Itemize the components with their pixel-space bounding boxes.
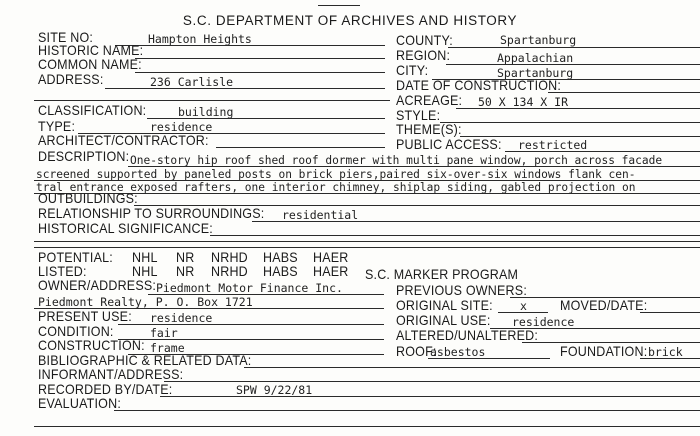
altered-line: [522, 342, 700, 343]
roof-label: ROOF:: [396, 343, 437, 360]
condition-line: [118, 339, 384, 340]
classification-line: [147, 118, 385, 119]
potential-nrhd: NRHD: [211, 249, 248, 266]
foundation-line: [640, 358, 700, 359]
historic-name-label: HISTORIC NAME:: [38, 42, 144, 59]
county-value: Spartanburg: [500, 33, 577, 47]
relationship-label: RELATIONSHIP TO SURROUNDINGS:: [38, 205, 265, 222]
original-use-label: ORIGINAL USE:: [396, 312, 491, 329]
site-no-value: Hampton Heights: [148, 32, 252, 46]
public-access-label: PUBLIC ACCESS:: [396, 136, 502, 153]
historical-significance-line: [210, 235, 700, 236]
original-site-label: ORIGINAL SITE:: [396, 297, 493, 314]
bibliographic-label: BIBLIOGRAPHIC & RELATED DATA:: [38, 352, 252, 369]
region-label: REGION:: [396, 47, 451, 64]
potential-nhl: NHL: [132, 249, 158, 266]
listed-nrhd: NRHD: [211, 263, 248, 280]
acreage-line: [456, 108, 700, 109]
county-line: [448, 47, 700, 48]
owner-address-value: Piedmont Motor Finance Inc.: [156, 281, 343, 295]
bibliographic-line: [244, 367, 700, 368]
listed-label: LISTED:: [38, 263, 87, 280]
construction-value: frame: [150, 341, 185, 355]
date-of-construction-line: [548, 92, 700, 93]
informant-line: [164, 381, 700, 382]
potential-haer: HAER: [313, 249, 349, 266]
section-rule-1: [34, 100, 390, 101]
public-access-value: restricted: [518, 138, 588, 152]
listed-nhl: NHL: [132, 263, 158, 280]
potential-label: POTENTIAL:: [38, 249, 113, 266]
recorded-by-value: SPW 9/22/81: [236, 383, 313, 397]
roof-value: asbestos: [430, 345, 486, 359]
city-label: CITY:: [396, 62, 429, 79]
listed-nr: NR: [176, 263, 195, 280]
classification-value: building: [178, 105, 234, 119]
county-label: COUNTY:: [396, 32, 453, 49]
outbuildings-label: OUTBUILDINGS:: [38, 190, 138, 207]
architect-label: ARCHITECT/CONTRACTOR:: [38, 132, 209, 149]
evaluation-label: EVALUATION:: [38, 395, 122, 412]
region-value: Appalachian: [497, 51, 574, 65]
date-of-construction-label: DATE OF CONSTRUCTION:: [396, 77, 562, 94]
public-access-line: [505, 151, 700, 152]
sc-marker-program: S.C. MARKER PROGRAM: [365, 266, 519, 283]
construction-label: CONSTRUCTION:: [38, 337, 145, 354]
city-value: Spartanburg: [497, 66, 574, 80]
owner-address-label: OWNER/ADDRESS:: [38, 277, 157, 294]
potential-nr: NR: [176, 249, 195, 266]
original-site-value: x: [520, 299, 527, 313]
site-no-label: SITE NO:: [38, 29, 94, 46]
classification-label: CLASSIFICATION:: [38, 102, 147, 119]
original-use-value: residence: [512, 315, 575, 329]
description-line-1: One-story hip roof shed roof dormer with multi pane window, porch across facade: [130, 154, 663, 167]
foundation-label: FOUNDATION:: [560, 343, 648, 360]
historical-significance-line-2: [34, 241, 700, 242]
description-line-2: screened supported by paneled posts on brick piers,paired six-over-six windows flank cen-: [36, 168, 636, 181]
present-use-label: PRESENT USE:: [38, 308, 132, 325]
relationship-value: residential: [282, 208, 359, 222]
site-no-line: [115, 45, 385, 46]
evaluation-line-2: [34, 426, 700, 427]
description-line-3: tral entrance exposed rafters, one interior chimney, shiplap siding, gabled projection on: [36, 181, 636, 194]
condition-value: fair: [150, 326, 178, 340]
listed-haer: HAER: [313, 263, 349, 280]
historic-name-line: [135, 58, 385, 59]
relationship-line: [252, 221, 700, 222]
owner-address-value-2: Piedmont Realty, P. O. Box 1721: [38, 295, 253, 309]
historical-significance-label: HISTORICAL SIGNIFICANCE:: [38, 220, 213, 237]
description-underline-1: [128, 166, 700, 167]
style-label: STYLE:: [396, 107, 441, 124]
address-value: 236 Carlisle: [150, 75, 234, 89]
description-label: DESCRIPTION:: [38, 148, 130, 165]
common-name-line: [135, 72, 385, 73]
type-value: residence: [150, 120, 213, 134]
potential-habs: HABS: [263, 249, 298, 266]
recorded-by-line: [160, 396, 700, 397]
form-title: S.C. DEPARTMENT OF ARCHIVES AND HISTORY: [182, 13, 518, 28]
condition-label: CONDITION:: [38, 323, 114, 340]
present-use-value: residence: [150, 311, 213, 325]
themes-label: THEME(S):: [396, 121, 462, 138]
region-line: [446, 64, 700, 65]
address-label: ADDRESS:: [38, 71, 104, 88]
present-use-line: [118, 324, 384, 325]
informant-label: INFORMANT/ADDRESS:: [38, 366, 184, 383]
previous-owners-label: PREVIOUS OWNERS:: [396, 282, 527, 299]
acreage-value: 50 X 134 X IR: [478, 95, 569, 109]
altered-label: ALTERED/UNALTERED:: [396, 327, 539, 344]
evaluation-line: [114, 410, 700, 411]
original-site-line: [498, 312, 548, 313]
listed-habs: HABS: [263, 263, 298, 280]
style-line: [440, 122, 700, 123]
recorded-by-label: RECORDED BY/DATE:: [38, 381, 173, 398]
foundation-value: brick: [648, 345, 683, 359]
address-line: [105, 88, 385, 89]
section-rule-2: [34, 247, 700, 248]
scan-mark: [318, 5, 360, 6]
architect-line: [216, 147, 385, 148]
moved-date-label: MOVED/DATE:: [560, 297, 648, 314]
moved-date-line: [640, 312, 700, 313]
acreage-label: ACREAGE:: [396, 92, 463, 109]
roof-line: [428, 358, 550, 359]
common-name-label: COMMON NAME:: [38, 56, 142, 73]
type-label: TYPE:: [38, 118, 76, 135]
